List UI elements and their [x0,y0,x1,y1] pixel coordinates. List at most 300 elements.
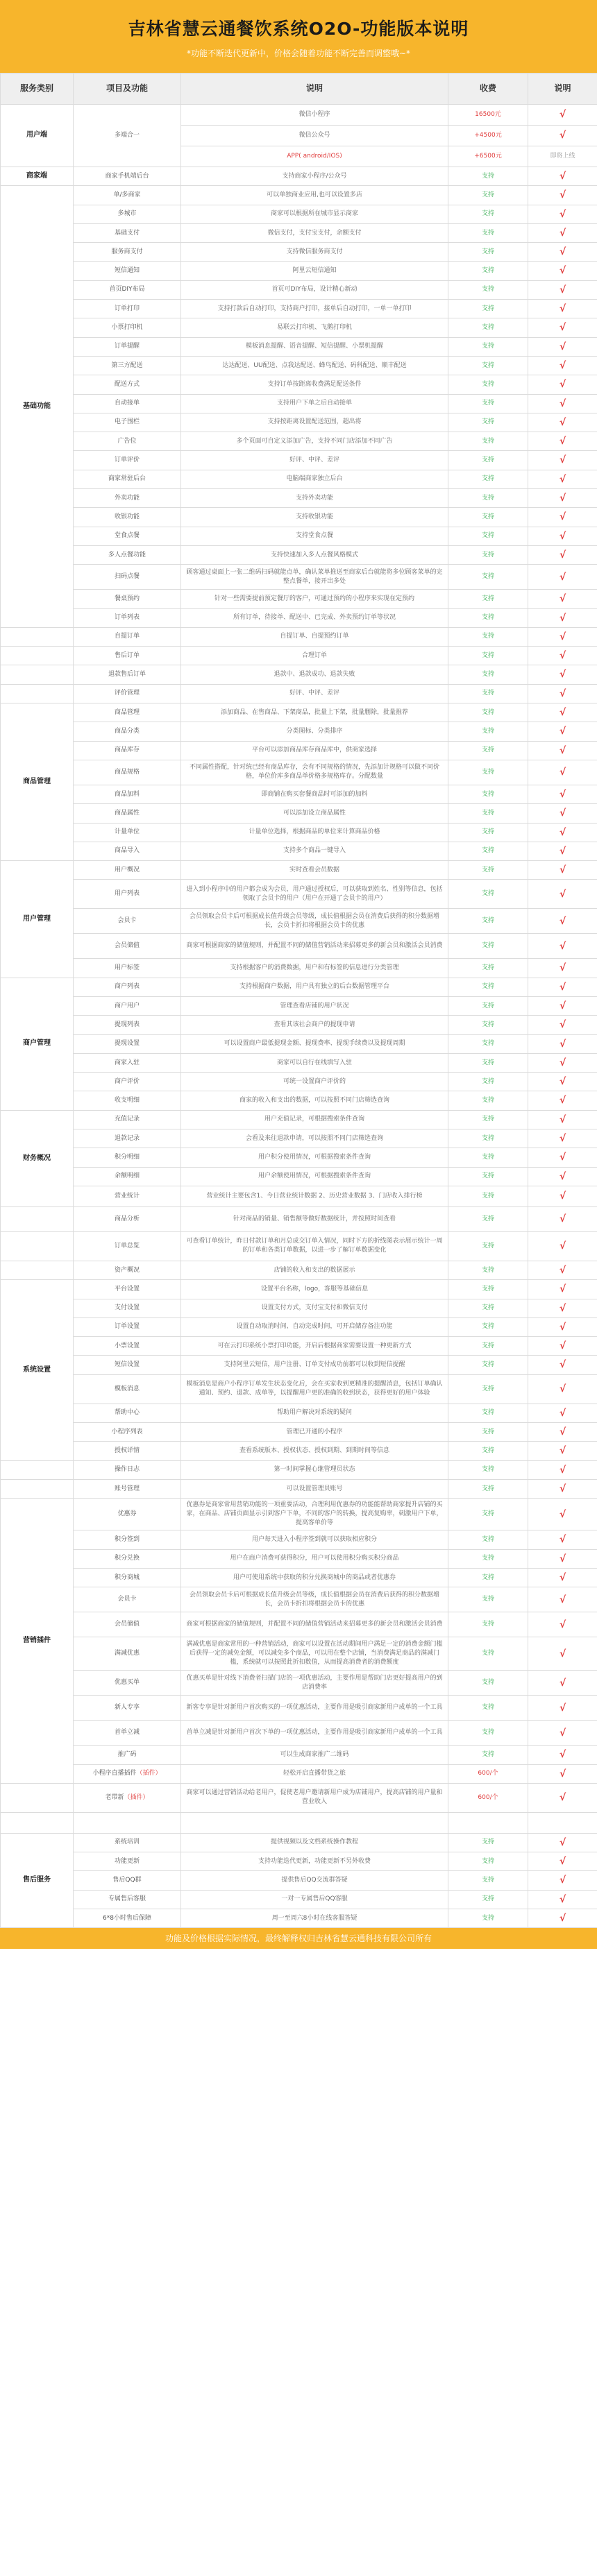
status-cell [528,126,597,146]
feature-cell [74,978,181,996]
table-row [1,1671,597,1696]
fee-cell: 支持 [448,1909,528,1928]
feature-cell [74,959,181,978]
table-row [1,590,597,608]
status-cell [528,1871,597,1890]
feature-label: 用户列表 [114,890,140,898]
check-icon: √ [559,767,566,778]
status-cell [528,1186,597,1206]
description-cell: 退款中、退款成功、退款失败 [181,665,448,684]
check-icon: √ [559,1875,566,1886]
check-icon: √ [559,1359,566,1371]
feature-label: 订单总览 [114,1242,140,1249]
fee-cell: 支持 [448,909,528,934]
status-cell [528,1909,597,1928]
table-row [1,842,597,860]
check-icon: √ [559,379,566,391]
fee-cell: 支持 [448,318,528,337]
check-icon: √ [559,864,566,876]
table-row [1,978,597,996]
description-cell: 支持微信服务商支付 [181,243,448,262]
table-row [1,608,597,627]
fee-cell: 支持 [448,565,528,590]
status-cell [528,489,597,508]
table-row [1,665,597,684]
table-row [1,880,597,909]
status-cell [528,1460,597,1479]
fee-cell: 支持 [448,842,528,860]
page-title: 吉林省慧云通餐饮系统O2O-功能版本说明 [128,19,469,39]
description-cell: 微信公众号 [181,126,448,146]
table-row [1,1280,597,1299]
category-cell [1,1812,74,1833]
check-icon: √ [559,1677,566,1689]
feature-label: 首页DIY布局 [109,286,145,293]
check-icon: √ [559,341,566,352]
feature-cell [74,861,181,880]
fee-cell: 支持 [448,1442,528,1460]
table-row [1,934,597,959]
fee-cell: 支持 [448,167,528,186]
feature-label: 会员卡 [117,1596,137,1603]
status-cell [528,1261,597,1279]
description-cell: 支持用户下单之后自动接单 [181,394,448,413]
status-cell [528,842,597,860]
check-icon: √ [559,1836,566,1848]
fee-cell: 支持 [448,861,528,880]
feature-label: 短信设置 [114,1361,140,1369]
footer-text: 功能及价格根据实际情况，最终解释权归吉林省慧云通科技有限公司所有 [165,1934,432,1944]
feature-label: 商品规格 [114,768,140,776]
status-cell [528,1721,597,1746]
feature-cell [74,413,181,432]
feature-label: 小票设置 [114,1342,140,1349]
feature-label: 系统培训 [114,1839,140,1846]
status-cell [528,545,597,564]
feature-label: 商家手机端后台 [105,172,149,180]
feature-cell [74,1612,181,1637]
description-cell: 首页可DIY布局，设计精心新动 [181,280,448,299]
feature-label: 6*8小时售后保障 [103,1914,151,1922]
status-cell [528,1129,597,1148]
feature-cell [74,590,181,608]
description-cell: 帮助用户解决对系统的疑问 [181,1404,448,1422]
category-cell [1,684,74,703]
category-cell [1,1783,74,1812]
status-cell [528,508,597,527]
feature-label: 用户概况 [114,866,140,873]
fee-cell: 支持 [448,1746,528,1764]
description-cell: 满减优惠是商家常用的一种营销活动，商家可以设置在活动期间用户满足一定的消费金额门槛后获得一定的减免金额，可以减免多个商品，可以用在整个店铺，当消费满足商品的满减门槛，系统就可以按照此折扣数值，从而提高消费者的消费额度 [181,1637,448,1671]
feature-cell [74,1053,181,1072]
check-icon: √ [559,398,566,409]
table-row [1,1110,597,1129]
description-cell: 易联云打印机、飞鹅打印机 [181,318,448,337]
table-row [1,167,597,186]
check-icon: √ [559,1648,566,1660]
description-cell: 用户在商户消费可获得积分，用户可以使用积分购买积分商品 [181,1549,448,1568]
check-icon: √ [559,571,566,583]
feature-label: 多城市 [117,210,137,218]
feature-table [0,73,597,1928]
check-icon: √ [559,1727,566,1739]
feature-cell [74,508,181,527]
description-cell: 用户积分使用情况，可根据搜索条件查询 [181,1148,448,1167]
feature-cell [74,1374,181,1404]
feature-label: 支付设置 [114,1304,140,1312]
feature-cell [74,1110,181,1129]
check-icon: √ [559,1619,566,1630]
feature-cell [74,1568,181,1587]
fee-cell: 支持 [448,470,528,488]
fee-cell: 支持 [448,880,528,909]
fee-cell: 支持 [448,186,528,205]
description-cell: 电脑端商家独立后台 [181,470,448,488]
description-cell: 周一至周六8小时在线客服答疑 [181,1909,448,1928]
feature-label: 多端合一 [114,131,140,139]
table-row [1,489,597,508]
description-cell: 支持堂食点餐 [181,527,448,545]
status-cell [528,167,597,186]
fee-cell: 支持 [448,394,528,413]
feature-cell [74,1783,181,1812]
table-row [1,223,597,242]
table-row [1,1812,597,1833]
status-cell [528,413,597,432]
status-cell [528,1356,597,1374]
feature-label: 商品属性 [114,809,140,817]
fee-cell: 支持 [448,1587,528,1612]
fee-cell: 支持 [448,1337,528,1356]
table-row [1,105,597,126]
feature-label: 商户用户 [114,1002,140,1009]
feature-cell [74,1231,181,1261]
feature-label: 功能更新 [114,1857,140,1865]
page-subtitle: *功能不断迭代更新中，价格会随着功能不断完善而调整哦~* [186,49,411,58]
check-icon: √ [559,612,566,624]
feature-label: 推广码 [117,1750,137,1758]
feature-label: 积分兑换 [114,1555,140,1562]
status-cell [528,1783,597,1812]
check-icon: √ [559,1483,566,1494]
status-cell [528,785,597,803]
description-cell: 不同属性搭配，针对统已经有商品库存，会有不同规格的情况，先添加计规格可以做不同价格，单位价库多商品单价格多规格库存。分配数量 [181,760,448,785]
fee-cell: 支持 [448,978,528,996]
description-cell: 用户每天进入小程序签到就可以获取相应积分 [181,1530,448,1549]
feature-cell [74,394,181,413]
fee-cell: 支持 [448,262,528,280]
feature-label: 优惠买单 [114,1679,140,1687]
fee-cell: 支持 [448,1231,528,1261]
status-cell [528,608,597,627]
status-cell [528,1423,597,1442]
category-cell [1,1231,74,1261]
check-icon: √ [559,1426,566,1438]
table-row [1,647,597,665]
status-cell [528,300,597,318]
description-cell: 可以单独商业应用,也可以设置多店 [181,186,448,205]
category-cell [1,1460,74,1479]
description-cell: 可以设置管理员账号 [181,1479,448,1498]
status-cell [528,1016,597,1034]
category-cell [1,1261,74,1279]
status-cell [528,1499,597,1530]
table-row [1,760,597,785]
check-icon: √ [559,208,566,220]
fee-cell: 支持 [448,1530,528,1549]
table-row [1,1073,597,1091]
description-cell: 支持订单按距离收费满足配送条件 [181,375,448,394]
feature-cell [74,186,181,205]
status-cell [528,647,597,665]
check-icon: √ [559,227,566,239]
fee-cell: 支持 [448,1261,528,1279]
feature-cell [74,1671,181,1696]
feature-cell [74,842,181,860]
category-cell: 商户管理 [1,978,74,1110]
fee-cell: 支持 [448,1110,528,1129]
feature-label: 收银功能 [114,513,140,520]
fee-cell: 支持 [448,337,528,356]
feature-label: 计量单位 [114,828,140,836]
status-cell [528,318,597,337]
check-icon: √ [559,826,566,838]
category-cell: 商家端 [1,167,74,186]
feature-cell [74,300,181,318]
feature-label: 满减优惠 [114,1650,140,1657]
table-row [1,1423,597,1442]
feature-label: 专属售后客服 [108,1895,146,1903]
status-cell [528,1530,597,1549]
feature-label: 平台设置 [114,1285,140,1293]
feature-cell [74,356,181,375]
description-cell: 支持外卖功能 [181,489,448,508]
feature-cell [74,470,181,488]
description-cell: 可以设置商户最低提现金额、提现费率、提现手续费以及提现周期 [181,1034,448,1053]
status-cell [528,1833,597,1852]
feature-label: 会员储值 [114,942,140,950]
fee-cell: +4500元 [448,126,528,146]
feature-label: 订单设置 [114,1323,140,1331]
status-cell [528,1110,597,1129]
feature-cell [74,1186,181,1206]
fee-cell: 支持 [448,1148,528,1167]
description-cell: 支持收银功能 [181,508,448,527]
check-icon: √ [559,359,566,371]
fee-cell: 支持 [448,1186,528,1206]
table-row [1,1167,597,1186]
feature-label: 堂食点餐 [114,532,140,540]
description-cell: 新客专享是针对新用户首次购买的一项优惠活动，主要作用是吸引商家新用户成单的一个工具 [181,1696,448,1721]
feature-label: 提现设置 [114,1040,140,1048]
fee-cell: 支持 [448,1280,528,1299]
table-row [1,1261,597,1279]
fee-cell: 支持 [448,608,528,627]
feature-label: 余额明细 [114,1172,140,1180]
feature-label: 用户标签 [114,964,140,972]
fee-cell: 支持 [448,590,528,608]
check-icon: √ [559,1170,566,1182]
column-header-fee: 收费 [448,74,528,105]
check-icon: √ [559,744,566,756]
fee-cell: 支持 [448,243,528,262]
check-icon: √ [559,1445,566,1457]
status-cell [528,1299,597,1317]
feature-cell [74,280,181,299]
feature-cell [74,1812,181,1833]
check-icon: √ [559,493,566,504]
category-cell [1,627,74,646]
description-cell: 达达配送、UU配送、点我达配送、蜂鸟配送、码科配送、顺丰配送 [181,356,448,375]
check-icon: √ [559,1383,566,1395]
description-cell: 管理查看店铺的用户状况 [181,996,448,1015]
table-row [1,337,597,356]
status-cell [528,356,597,375]
description-cell: 可以添加设立商品属性 [181,804,448,823]
status-cell [528,959,597,978]
category-cell: 基础功能 [1,186,74,628]
fee-cell: 支持 [448,1637,528,1671]
check-icon: √ [559,189,566,201]
feature-label: 积分商城 [114,1573,140,1581]
description-cell: 多个页面可自定义添加广告，支持不同门店添加不同广告 [181,432,448,451]
status-cell [528,1764,597,1783]
feature-label: 餐桌预约 [114,595,140,602]
table-row [1,1721,597,1746]
table-row [1,243,597,262]
table-row [1,1568,597,1587]
status-cell [528,861,597,880]
feature-label: 营业统计 [114,1192,140,1200]
feature-label: 商品导入 [114,847,140,855]
description-cell: 店铺的收入和支出的数据展示 [181,1261,448,1279]
fee-cell: 16500元 [448,105,528,126]
feature-label: 首单立减 [114,1729,140,1737]
description-cell: 优惠买单是针对线下消费者扫描门店的一项优惠活动，主要作用是帮助门店更好提高用户的到店消费率 [181,1671,448,1696]
description-cell: 即商铺在购买套餐商品时可添加的加料 [181,785,448,803]
feature-cell [74,1637,181,1671]
description-cell: 好评、中评、差评 [181,684,448,703]
check-icon: √ [559,1340,566,1352]
feature-cell [74,1499,181,1530]
feature-label: 广告位 [117,437,137,445]
feature-cell [74,105,181,167]
feature-cell [74,1091,181,1110]
check-icon: √ [559,1553,566,1564]
fee-cell: 支持 [448,1053,528,1072]
description-cell: 分类图标、分类排序 [181,722,448,741]
check-icon: √ [559,1191,566,1202]
status-cell [528,432,597,451]
table-row [1,1091,597,1110]
status-cell [528,1374,597,1404]
status-cell [528,451,597,470]
feature-cell [74,741,181,760]
description-cell: 可统一设置商户评价的 [181,1073,448,1091]
status-cell [528,1280,597,1299]
feature-cell [74,823,181,842]
feature-cell [74,1479,181,1498]
status-cell [528,665,597,684]
fee-cell: 支持 [448,741,528,760]
feature-cell [74,684,181,703]
table-row [1,1549,597,1568]
description-cell: 支持按距离设置配送范围，超出将 [181,413,448,432]
description-cell: 会员领取会员卡后可根据成长值升级会员等级，成长值根据会员在消费后获得的积分数据增长，会员卡折扣将根据会员卡的优惠 [181,1587,448,1612]
feature-cell [74,262,181,280]
status-cell [528,722,597,741]
fee-cell: 支持 [448,432,528,451]
description-cell: 用户可使用系统中获取的积分兑换商城中的商品或者优惠券 [181,1568,448,1587]
table-row [1,300,597,318]
fee-cell: 600/个 [448,1783,528,1812]
table-row [1,508,597,527]
check-icon: √ [559,246,566,258]
feature-label: 单/多商家 [113,191,141,198]
feature-cell [74,1404,181,1422]
description-cell: 微信支付，支付宝支付，余额支付 [181,223,448,242]
feature-cell [74,1833,181,1852]
fee-cell: 支持 [448,1549,528,1568]
description-cell: 针对商品的销量、销售额等做好数据统计，并按照时间查看 [181,1206,448,1231]
feature-cell [74,1909,181,1928]
table-row [1,1460,597,1479]
feature-label: 小程序直播插件 [92,1770,137,1777]
feature-cell [74,1423,181,1442]
table-row [1,1016,597,1034]
feature-label: 商户列表 [114,983,140,991]
feature-label: 商家入驻 [114,1059,140,1066]
fee-cell: 支持 [448,1423,528,1442]
check-icon: √ [559,1283,566,1295]
check-icon: √ [559,845,566,857]
feature-cell [74,1299,181,1317]
feature-label: 积分签到 [114,1535,140,1543]
check-icon: √ [559,1057,566,1068]
check-icon: √ [559,1095,566,1107]
status-cell [528,186,597,205]
check-icon: √ [559,1792,566,1804]
status-cell [528,223,597,242]
table-row [1,545,597,564]
check-icon: √ [559,962,566,974]
fee-cell: 支持 [448,959,528,978]
fee-cell: 支持 [448,785,528,803]
feature-cell [74,1317,181,1336]
feature-cell [74,1261,181,1279]
feature-label: 资产概况 [114,1266,140,1274]
category-cell [1,665,74,684]
fee-cell: 支持 [448,1568,528,1587]
fee-cell: 支持 [448,665,528,684]
check-icon: √ [559,669,566,681]
table-row [1,1206,597,1231]
table-row [1,959,597,978]
description-cell: 添加商品、在售商品、下架商品，批量上下架，批量删除，批量推荐 [181,703,448,722]
status-cell [528,741,597,760]
feature-cell [74,318,181,337]
feature-cell [74,1549,181,1568]
status-cell [528,1568,597,1587]
check-icon: √ [559,1534,566,1546]
table-row [1,1231,597,1261]
status-cell [528,527,597,545]
check-icon: √ [559,109,566,121]
check-icon: √ [559,688,566,699]
table-row [1,1612,597,1637]
category-cell: 售后服务 [1,1833,74,1927]
feature-label: 操作日志 [114,1466,140,1474]
